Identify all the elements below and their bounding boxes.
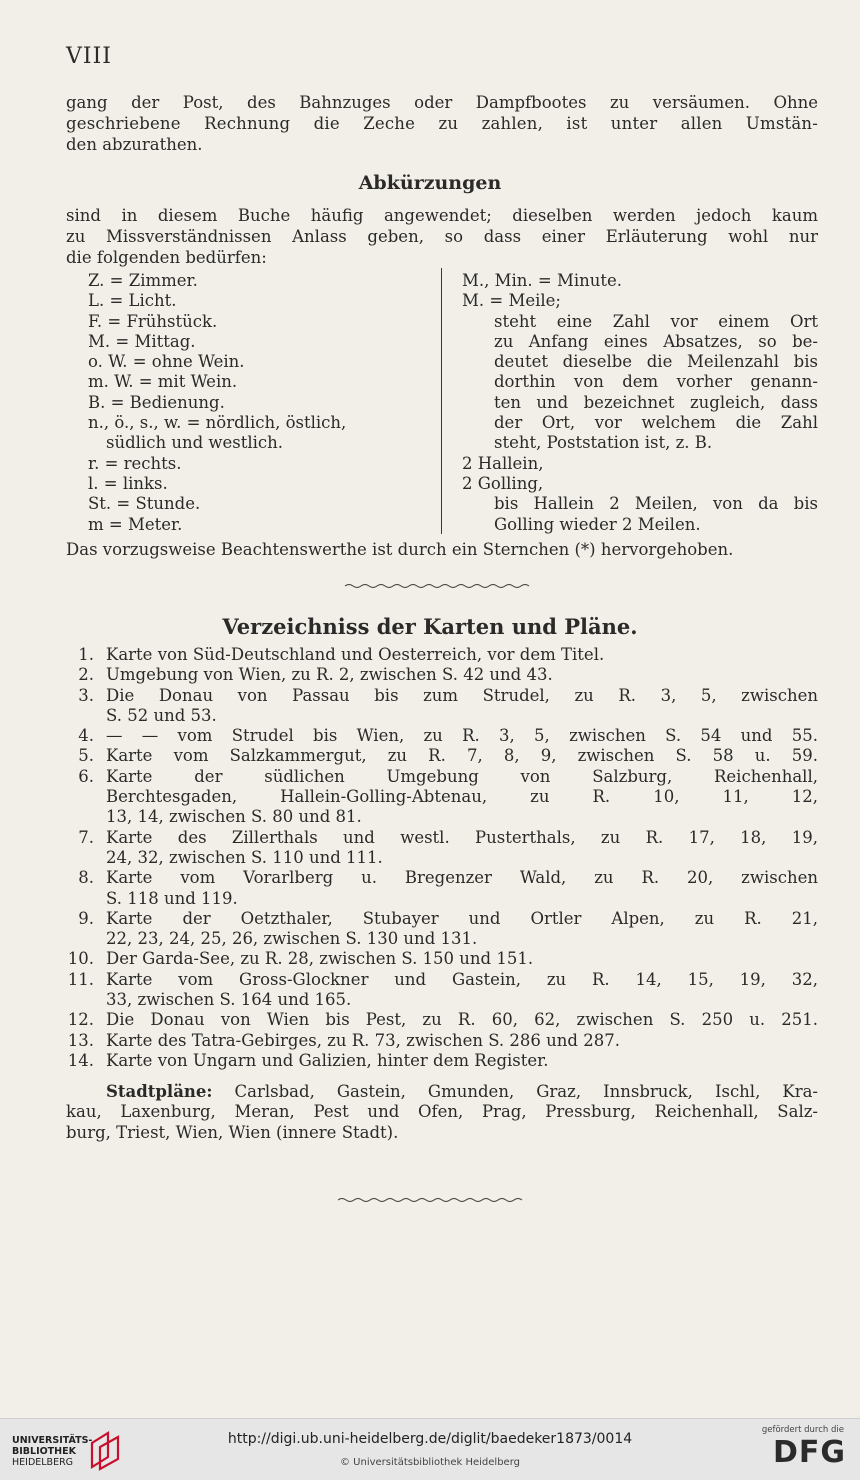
item-text: 24, 32, zwischen S. 110 und 111. xyxy=(106,847,383,867)
city-plans-text: Carlsbad, Gastein, Gmunden, Graz, Innsbruck, Ischl, Kra- xyxy=(234,1082,818,1101)
abbreviation-entry: steht eine Zahl vor einem Ort xyxy=(494,311,818,331)
item-text: S. 118 und 119. xyxy=(106,888,238,908)
abbreviation-entry: L. = Licht. xyxy=(88,291,177,311)
list-item xyxy=(66,726,818,746)
item-number: 14. xyxy=(67,1050,94,1070)
item-number: 2. xyxy=(78,665,94,685)
ornamental-divider xyxy=(0,1196,860,1204)
ornamental-divider xyxy=(0,582,860,590)
item-text: Karte des Tatra-Gebirges, zu R. 73, zwischen S. 286 und 287. xyxy=(106,1030,620,1050)
list-item xyxy=(66,665,818,685)
library-line: HEIDELBERG xyxy=(12,1457,74,1468)
abbreviation-entry: B. = Bedienung. xyxy=(88,392,225,412)
item-text: Umgebung von Wien, zu R. 2, zwischen S. 42 und 43. xyxy=(106,665,553,685)
abbreviation-entry: steht, Poststation ist, z. B. xyxy=(494,433,713,453)
item-text: Karte vom Vorarlberg u. Bregenzer Wald, zu R. 20, zwischen xyxy=(106,868,818,888)
abbreviation-entry: St. = Stunde. xyxy=(88,494,201,514)
funding-note: gefördert durch die xyxy=(761,1425,844,1435)
list-item xyxy=(66,970,818,1011)
text-line: die folgenden bedürfen: xyxy=(66,248,267,267)
item-text: Karte vom Salzkammergut, zu R. 7, 8, 9, zwischen S. 58 u. 59. xyxy=(106,746,818,766)
item-number: 8. xyxy=(78,868,94,888)
list-item xyxy=(66,868,818,909)
list-item xyxy=(66,767,818,828)
abbreviations-closing: Das vorzugsweise Beachtenswerthe ist durch ein Sternchen (*) hervorgehoben. xyxy=(66,540,734,559)
text-line: den abzurathen. xyxy=(66,135,203,154)
page-url-link[interactable]: http://digi.ub.uni-heidelberg.de/diglit/baedeker1873/0014 xyxy=(227,1431,633,1447)
item-number: 10. xyxy=(67,949,94,969)
abbreviation-entry: 2 Golling, xyxy=(462,473,544,493)
item-number: 13. xyxy=(67,1030,94,1050)
abbreviations-heading: Abkürzungen xyxy=(358,172,502,194)
item-text: Karte der südlichen Umgebung von Salzburg, Reichenhall, xyxy=(106,766,818,786)
item-text: 33, zwischen S. 164 und 165. xyxy=(106,990,352,1010)
abbreviation-entry: Golling wieder 2 Meilen. xyxy=(494,514,701,534)
maps-heading: Verzeichniss der Karten und Pläne. xyxy=(222,614,638,639)
item-number: 9. xyxy=(78,908,94,928)
item-text: 13, 14, zwischen S. 80 und 81. xyxy=(106,807,362,827)
text-line xyxy=(66,1082,818,1102)
library-line: BIBLIOTHEK xyxy=(12,1446,76,1457)
abbreviation-entry: M. = Mittag. xyxy=(88,331,196,351)
abbreviation-entry: Z. = Zimmer. xyxy=(88,271,198,290)
item-text: Karte des Zillerthals und westl. Pusterthals, zu R. 17, 18, 19, xyxy=(106,827,818,847)
item-number: 5. xyxy=(78,746,94,766)
abbreviation-entry: deutet dieselbe die Meilenzahl bis xyxy=(494,352,818,372)
abbreviation-entry: m. W. = mit Wein. xyxy=(88,372,238,392)
list-item xyxy=(66,645,818,665)
abbreviation-entry: M., Min. = Minute. xyxy=(462,271,623,290)
item-text: Berchtesgaden, Hallein-Golling-Abtenau, zu R. 10, 11, 12, xyxy=(106,787,818,807)
list-item xyxy=(66,909,818,950)
abbreviation-entry: der Ort, vor welchem die Zahl xyxy=(494,413,818,433)
text-line: gang der Post, des Bahnzuges oder Dampfbootes zu versäumen. Ohne xyxy=(66,93,818,112)
text-line: burg, Triest, Wien, Wien (innere Stadt). xyxy=(66,1122,399,1142)
list-item xyxy=(66,746,818,766)
item-text: Die Donau von Passau bis zum Strudel, zu R. 3, 5, zwischen xyxy=(106,685,818,705)
text-line: sind in diesem Buche häufig angewendet; dieselben werden jedoch kaum xyxy=(66,206,818,225)
list-item xyxy=(66,949,818,969)
item-text: Karte der Oetzthaler, Stubayer und Ortler Alpen, zu R. 21, xyxy=(106,908,818,928)
maps-list xyxy=(66,645,818,1071)
abbreviation-entry: südlich und westlich. xyxy=(106,433,284,453)
intro-paragraph xyxy=(66,92,818,155)
abbreviation-entry: dorthin von dem vorher genann- xyxy=(494,372,818,392)
abbreviation-entry: 2 Hallein, xyxy=(462,453,544,473)
item-number: 3. xyxy=(78,685,94,705)
item-text: S. 52 und 53. xyxy=(106,705,217,725)
list-item xyxy=(66,1051,818,1071)
column-divider xyxy=(441,268,442,534)
item-number: 4. xyxy=(78,726,94,746)
city-plans-paragraph xyxy=(66,1082,818,1143)
item-text: Der Garda-See, zu R. 28, zwischen S. 150 und 151. xyxy=(106,949,534,969)
list-item xyxy=(66,828,818,869)
item-number: 12. xyxy=(67,1010,94,1030)
abbreviation-entry: l. = links. xyxy=(88,473,168,493)
item-text: Die Donau von Wien bis Pest, zu R. 60, 62, zwischen S. 250 u. 251. xyxy=(106,1010,818,1030)
city-plans-label: Stadtpläne: xyxy=(106,1082,213,1101)
item-number: 1. xyxy=(78,645,94,664)
abbreviation-entry: M. = Meile; xyxy=(462,291,561,311)
text-line: zu Missverständnissen Anlass geben, so dass einer Erläuterung wohl nur xyxy=(66,227,818,246)
text-line: kau, Laxenburg, Meran, Pest und Ofen, Prag, Pressburg, Reichenhall, Salz- xyxy=(66,1102,818,1122)
abbreviations-right-column xyxy=(462,271,818,535)
abbreviation-entry: m = Meter. xyxy=(88,514,183,534)
item-text: Karte von Süd-Deutschland und Oesterreich, vor dem Titel. xyxy=(106,645,605,664)
abbreviations-intro xyxy=(66,205,818,268)
abbreviation-entry: r. = rechts. xyxy=(88,453,182,473)
item-number: 11. xyxy=(67,969,94,989)
abbreviation-entry: zu Anfang eines Absatzes, so be- xyxy=(494,331,818,351)
item-text: Karte vom Gross-Glockner und Gastein, zu R. 14, 15, 19, 32, xyxy=(106,969,818,989)
page-number: VIII xyxy=(66,44,112,69)
item-number: 6. xyxy=(78,766,94,786)
item-number: 7. xyxy=(78,827,94,847)
abbreviation-entry: n., ö., s., w. = nördlich, östlich, xyxy=(88,413,347,433)
item-text: 22, 23, 24, 25, 26, zwischen S. 130 und 131. xyxy=(106,929,478,949)
list-item xyxy=(66,1031,818,1051)
abbreviation-entry: bis Hallein 2 Meilen, von da bis xyxy=(494,494,818,514)
list-item xyxy=(66,686,818,727)
abbreviation-entry: o. W. = ohne Wein. xyxy=(88,352,245,372)
dfg-logo: DFG xyxy=(772,1435,846,1470)
text-line: geschriebene Rechnung die Zeche zu zahlen, ist unter allen Umstän- xyxy=(66,114,818,133)
list-item xyxy=(66,1010,818,1030)
abbreviations-left-column xyxy=(88,271,433,535)
library-line: UNIVERSITÄTS- xyxy=(12,1435,93,1446)
digitization-footer xyxy=(0,1418,860,1480)
abbreviation-entry: F. = Frühstück. xyxy=(88,311,218,331)
copyright-notice: © Universitätsbibliothek Heidelberg xyxy=(339,1457,520,1468)
item-text: — — vom Strudel bis Wien, zu R. 3, 5, zwischen S. 54 und 55. xyxy=(106,726,818,746)
item-text: Karte von Ungarn und Galizien, hinter dem Register. xyxy=(106,1050,549,1070)
abbreviation-entry: ten und bezeichnet zugleich, dass xyxy=(494,392,818,412)
